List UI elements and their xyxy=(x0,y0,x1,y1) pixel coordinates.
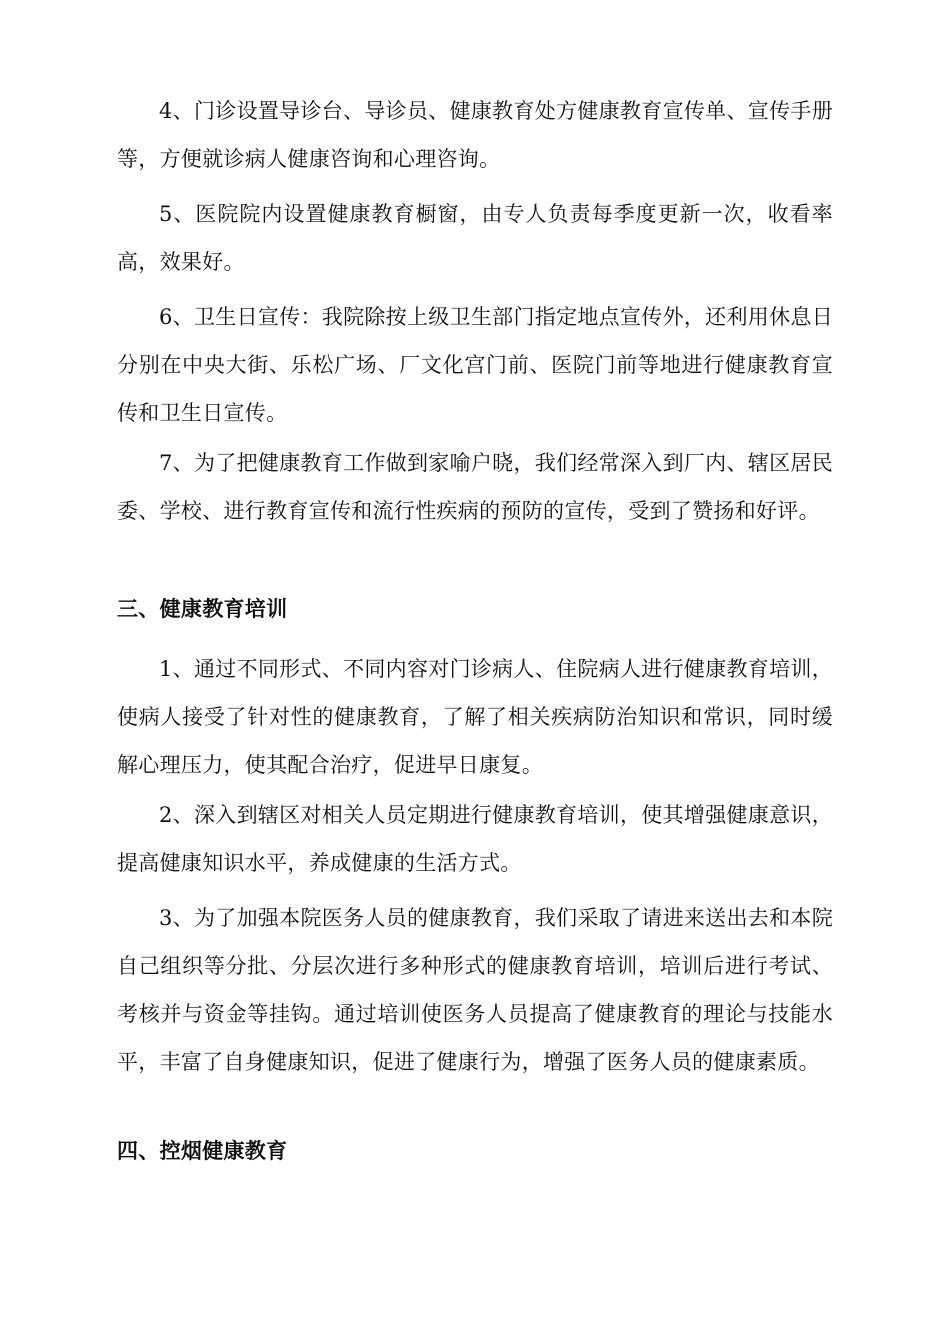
section-heading-tobacco-control: 四、控烟健康教育 xyxy=(117,1139,288,1163)
training-paragraph-3: 3、为了加强本院医务人员的健康教育，我们采取了请进来送出去和本院自己组织等分批、分层次进行多种形式的健康教育培训，培训后进行考试、考核并与资金等挂钩。通过培训使医务人员提高了健康教育的理论与技能水平，丰富了自身健康知识，促进了健康行为，增强了医务人员的健康素质。 xyxy=(117,906,833,1074)
training-paragraph-1: 1、通过不同形式、不同内容对门诊病人、住院病人进行健康教育培训，使病人接受了针对性的健康教育，了解了相关疾病防治知识和常识，同时缓解心理压力，使其配合治疗，促进早日康复。 xyxy=(117,657,833,777)
section-heading-training: 三、健康教育培训 xyxy=(117,597,288,621)
paragraph-item-7: 7、为了把健康教育工作做到家喻户晓，我们经常深入到厂内、辖区居民委、学校、进行教育宣传和流行性疾病的预防的宣传，受到了赞扬和好评。 xyxy=(117,451,833,523)
paragraph-item-5: 5、医院院内设置健康教育橱窗，由专人负责每季度更新一次，收看率高，效果好。 xyxy=(117,202,833,274)
paragraph-item-4: 4、门诊设置导诊台、导诊员、健康教育处方健康教育宣传单、宣传手册等，方便就诊病人健康咨询和心理咨询。 xyxy=(117,99,833,171)
paragraph-item-6: 6、卫生日宣传：我院除按上级卫生部门指定地点宣传外，还利用休息日分别在中央大街、乐松广场、厂文化宫门前、医院门前等地进行健康教育宣传和卫生日宣传。 xyxy=(117,305,833,425)
training-paragraph-2: 2、深入到辖区对相关人员定期进行健康教育培训，使其增强健康意识，提高健康知识水平，养成健康的生活方式。 xyxy=(117,803,833,875)
